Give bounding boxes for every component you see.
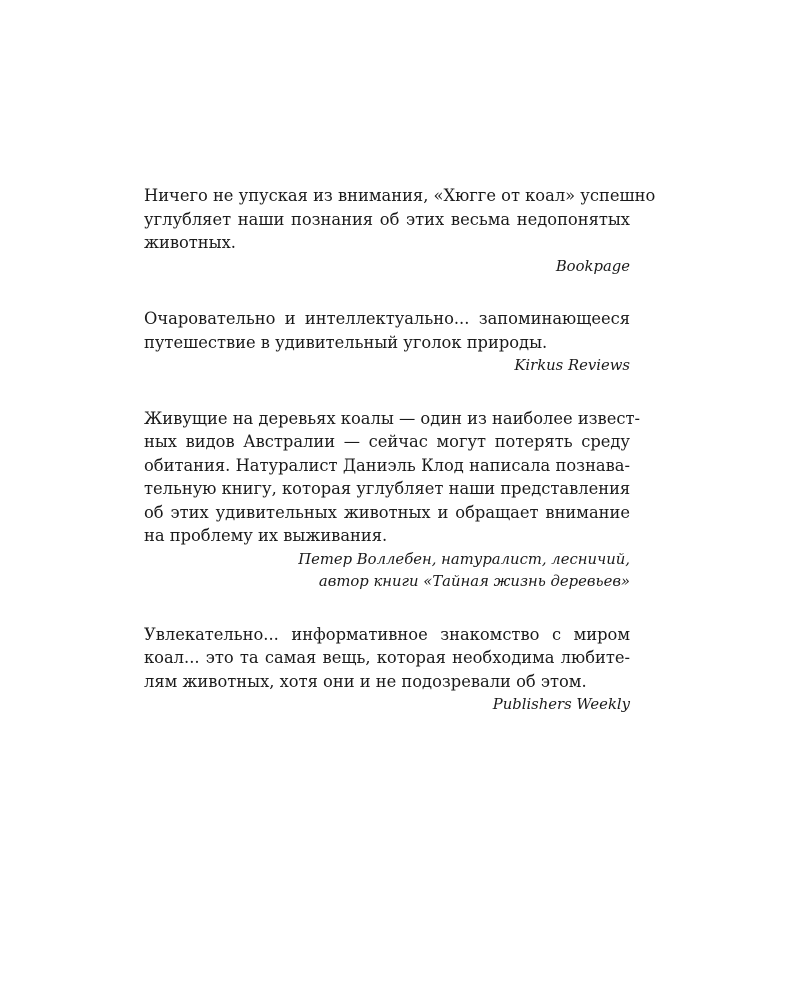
- review-text-line: обитания. Натуралист Даниэль Клод написала познава-: [144, 455, 630, 475]
- review-source: автор книги «Тайная жизнь деревьев»: [318, 573, 630, 590]
- review-kirkus: [144, 307, 630, 377]
- review-text-line: об этих удивительных животных и обращает внимание: [144, 502, 630, 522]
- reviews-page: [144, 184, 656, 716]
- review-text-line: Живущие на деревьях коалы — один из наиболее извест-: [144, 408, 640, 428]
- review-text-line: Очаровательно и интеллектуально... запоминающееся: [144, 309, 630, 328]
- review-text-line: углубляет наши познания об этих весьма недопонятых: [144, 209, 630, 229]
- review-text-line: ных видов Австралии — сейчас могут потерять среду: [144, 432, 630, 451]
- review-source: Петер Воллебен, натуралист, лесничий,: [298, 550, 630, 568]
- review-wohlleben: [144, 407, 640, 593]
- review-text-line: Ничего не упуская из внимания, «Хюгге от коал» успешно: [144, 186, 656, 205]
- review-text-line: на проблему их выживания.: [144, 526, 388, 545]
- review-text-line: путешествие в удивительный уголок природы.: [144, 332, 548, 352]
- review-source: Bookpage: [555, 257, 630, 275]
- review-text-line: коал... это та самая вещь, которая необходима любите-: [144, 648, 630, 667]
- review-text-line: тельную книгу, которая углубляет наши представления: [144, 479, 631, 498]
- review-publishers-weekly: [144, 623, 630, 716]
- review-source: Publishers Weekly: [492, 696, 630, 713]
- review-text-line: животных.: [144, 233, 236, 252]
- review-bookpage: [144, 184, 656, 277]
- review-text-line: лям животных, хотя они и не подозревали об этом.: [144, 671, 587, 691]
- review-source: Kirkus Reviews: [514, 357, 630, 374]
- review-text-line: Увлекательно... информативное знакомство с миром: [144, 624, 630, 644]
